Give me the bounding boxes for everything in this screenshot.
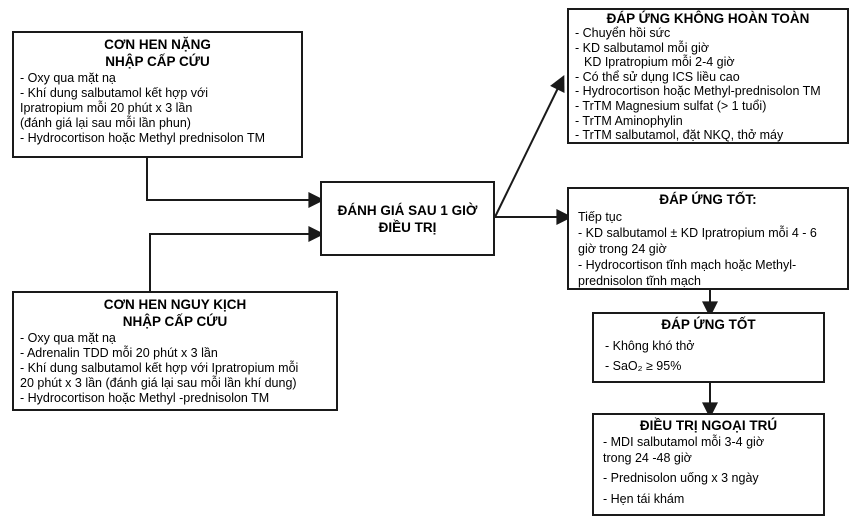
box-body bbox=[594, 434, 823, 507]
box-line: - Hydrocortison hoặc Methyl-prednisolon TM bbox=[575, 84, 821, 99]
box-line: prednisolon tĩnh mạch bbox=[578, 274, 701, 288]
box-severe-asthma bbox=[12, 31, 303, 158]
box-line: Tiếp tục bbox=[578, 210, 623, 224]
box-line: - Có thể sử dụng ICS liều cao bbox=[575, 69, 740, 84]
box-title: ĐÁP ỨNG KHÔNG HOÀN TOÀN bbox=[606, 11, 810, 26]
box-line: - Prednisolon uống x 3 ngày bbox=[603, 471, 759, 485]
box-line: - TrTM Magnesium sulfat (> 1 tuổi) bbox=[575, 98, 767, 113]
title-line: ĐÁNH GIÁ SAU 1 GIỜ bbox=[337, 202, 478, 218]
box-line: - Khí dung salbutamol kết hợp với Ipratropium mỗi bbox=[20, 361, 299, 375]
title-line: CƠN HEN NẶNG bbox=[104, 37, 211, 52]
box-title bbox=[14, 293, 336, 330]
arrow-assess-to-incomplete bbox=[495, 88, 558, 217]
box-title: ĐÁP ỨNG TỐT bbox=[661, 317, 756, 332]
box-line: - Không khó thở bbox=[605, 339, 695, 353]
box-line: - Oxy qua mặt nạ bbox=[20, 331, 116, 345]
box-line: KD Ipratropium mỗi 2-4 giờ bbox=[584, 55, 735, 70]
box-line: - Chuyển hồi sức bbox=[575, 26, 671, 40]
box-good-response-criteria bbox=[592, 312, 825, 383]
box-line: giờ trong 24 giờ bbox=[578, 242, 667, 256]
box-line: - Oxy qua mặt nạ bbox=[20, 71, 116, 85]
box-body bbox=[14, 330, 336, 406]
box-body bbox=[569, 26, 847, 143]
title-line: ĐIỀU TRỊ bbox=[378, 219, 437, 235]
box-line: - TrTM salbutamol, đặt NKQ, thở máy bbox=[575, 128, 784, 143]
box-line: - TrTM Aminophylin bbox=[575, 113, 683, 128]
box-line: - SaO₂ ≥ 95% bbox=[605, 359, 682, 373]
arrow-critical-to-assess bbox=[150, 234, 310, 291]
box-assess-after-1-hour bbox=[320, 181, 495, 256]
box-line: - Hẹn tái khám bbox=[603, 491, 685, 506]
box-title bbox=[14, 33, 301, 70]
box-line: - KD salbutamol ± KD Ipratropium mỗi 4 - 6 bbox=[578, 226, 817, 240]
box-line: - Hydrocortison hoặc Methyl -prednisolon TM bbox=[20, 391, 270, 405]
title-line: NHẬP CẤP CỨU bbox=[105, 54, 210, 69]
box-line: - Hydrocortison tĩnh mạch hoặc Methyl- bbox=[578, 258, 797, 272]
box-body bbox=[14, 70, 301, 146]
box-line: - Khí dung salbutamol kết hợp với bbox=[20, 86, 209, 100]
arrow-severe-to-assess bbox=[147, 157, 310, 200]
box-good-response-continue bbox=[567, 187, 849, 290]
box-body bbox=[569, 208, 847, 289]
box-title bbox=[322, 202, 493, 236]
box-outpatient-treatment bbox=[592, 413, 825, 516]
box-title: ĐIỀU TRỊ NGOẠI TRÚ bbox=[639, 418, 778, 433]
title-line: CƠN HEN NGUY KỊCH bbox=[103, 297, 247, 312]
box-line: - Hydrocortison hoặc Methyl prednisolon TM bbox=[20, 131, 266, 145]
box-line: (đánh giá lại sau mỗi lần phun) bbox=[20, 116, 191, 130]
box-line: trong 24 -48 giờ bbox=[603, 450, 692, 465]
box-line: - KD salbutamol mỗi giờ bbox=[575, 40, 709, 55]
box-line: 20 phút x 3 lần (đánh giá lại sau mỗi lần khí dung) bbox=[20, 376, 297, 390]
box-critical-asthma bbox=[12, 291, 338, 411]
title-line: NHẬP CẤP CỨU bbox=[122, 314, 228, 329]
box-line: Ipratropium mỗi 20 phút x 3 lần bbox=[20, 101, 193, 115]
box-title: ĐÁP ỨNG TỐT: bbox=[659, 192, 757, 207]
box-body bbox=[594, 333, 823, 374]
box-incomplete-response bbox=[567, 8, 849, 144]
box-line: - MDI salbutamol mỗi 3-4 giờ bbox=[603, 435, 765, 449]
box-line: - Adrenalin TDD mỗi 20 phút x 3 lần bbox=[20, 346, 218, 360]
